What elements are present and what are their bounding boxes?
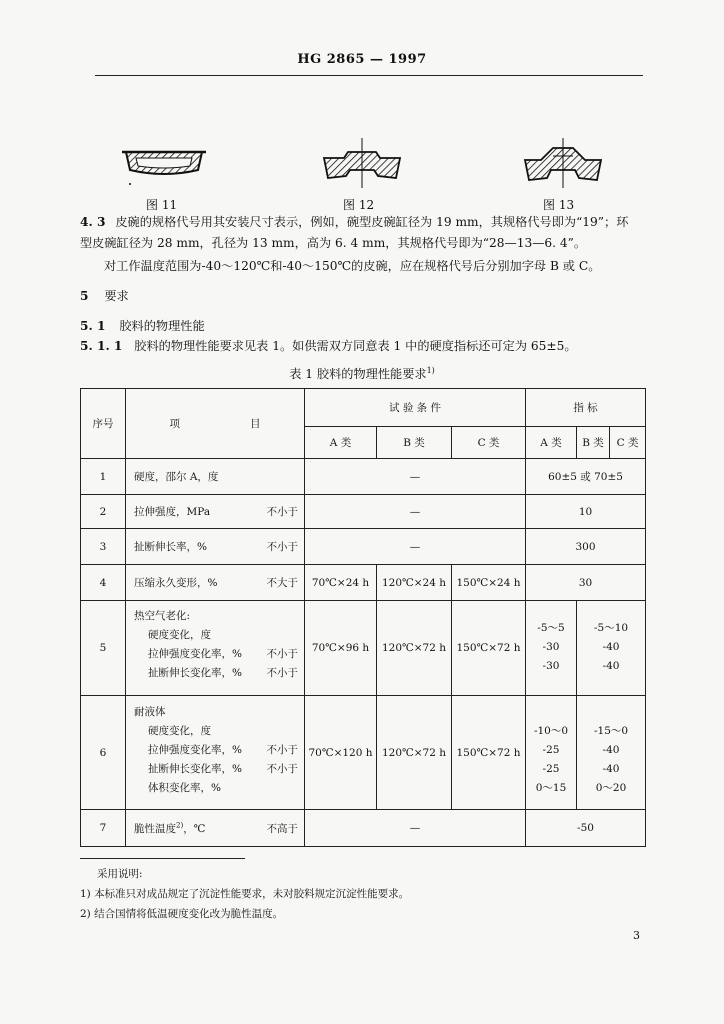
index-value: -40 xyxy=(602,660,620,672)
row-item-text: 扯断伸长率，% xyxy=(134,541,207,553)
row-limit: 不小于 xyxy=(266,744,298,756)
row-index: 60±5 或 70±5 xyxy=(526,459,646,495)
table-row xyxy=(81,565,646,601)
row-sub-text: 拉伸强度变化率，% xyxy=(148,648,242,660)
row-number: 1 xyxy=(81,459,126,495)
row-limit: 不大于 xyxy=(266,577,298,589)
row-sub-text: 拉伸强度变化率，% xyxy=(148,744,242,756)
row-index-a xyxy=(526,696,577,810)
figure-12-drawing xyxy=(316,138,408,194)
table-row xyxy=(81,459,646,495)
section-5-1-1-line xyxy=(80,336,577,357)
head-index-a: A 类 xyxy=(526,427,577,459)
row-sub-item xyxy=(134,626,304,645)
row-index-a xyxy=(526,601,577,696)
head-item xyxy=(126,389,305,459)
section-title: 胶料的物理性能 xyxy=(119,319,205,333)
row-sub-text: 扯断伸长变化率，% xyxy=(148,763,242,775)
row-condition-a: 70℃×96 h xyxy=(305,601,377,696)
row-condition: — xyxy=(305,495,526,529)
head-seq: 序号 xyxy=(81,389,126,459)
section-number: 5. 1 xyxy=(80,319,106,333)
row-item-text: 拉伸强度，MPa xyxy=(134,506,211,518)
row-item-unit: ，℃ xyxy=(183,822,206,835)
header-rule xyxy=(95,75,643,76)
row-sub-item xyxy=(134,760,304,779)
row-sub-item xyxy=(134,779,304,798)
section-5-1-heading xyxy=(80,316,205,337)
row-sub-item xyxy=(134,741,304,760)
head-index: 指 标 xyxy=(526,389,646,427)
row-condition-b: 120℃×72 h xyxy=(377,696,452,810)
index-value: -15～0 xyxy=(593,725,629,737)
row-sub-text: 扯断伸长变化率，% xyxy=(148,667,242,679)
row-index-bc xyxy=(577,696,646,810)
table-row xyxy=(81,529,646,565)
figure-13-drawing xyxy=(517,138,609,194)
section-number: 5. 1. 1 xyxy=(80,339,123,353)
row-index: 300 xyxy=(526,529,646,565)
row-condition: — xyxy=(305,810,526,847)
head-cond-c: C 类 xyxy=(452,427,526,459)
row-item xyxy=(126,696,305,810)
index-value: -25 xyxy=(542,763,560,775)
note-2: 2) 结合国情将低温硬度变化改为脆性温度。 xyxy=(80,908,284,920)
head-conditions: 试 验 条 件 xyxy=(305,389,526,427)
head-cond-a: A 类 xyxy=(305,427,377,459)
page-number: 3 xyxy=(633,929,640,942)
footnote-mark: 2) xyxy=(176,821,184,829)
row-sub-text: 硬度变化，度 xyxy=(148,725,211,737)
row-item: 硬度，邵尔 A，度 xyxy=(126,459,305,495)
table-row xyxy=(81,696,646,810)
figure-11-drawing xyxy=(118,138,210,194)
row-number: 6 xyxy=(81,696,126,810)
row-number: 3 xyxy=(81,529,126,565)
row-item xyxy=(126,810,305,847)
row-condition-c: 150℃×24 h xyxy=(452,565,526,601)
row-condition: — xyxy=(305,459,526,495)
row-condition-c: 150℃×72 h xyxy=(452,601,526,696)
row-index: 30 xyxy=(526,565,646,601)
row-sub-item xyxy=(134,645,304,664)
index-value: -30 xyxy=(542,660,560,672)
index-value: -40 xyxy=(602,744,620,756)
row-condition-b: 120℃×72 h xyxy=(377,601,452,696)
row-limit: 不高于 xyxy=(266,822,298,835)
table-row xyxy=(81,495,646,529)
figure-12-caption: 图 12 xyxy=(343,198,375,212)
row-index-bc xyxy=(577,601,646,696)
row-condition: — xyxy=(305,529,526,565)
row-limit: 不小于 xyxy=(266,667,298,679)
index-value: -10～0 xyxy=(533,725,569,737)
table-title-footnote-mark: 1) xyxy=(426,365,435,375)
row-item xyxy=(126,529,305,565)
head-cond-b: B 类 xyxy=(377,427,452,459)
row-number: 5 xyxy=(81,601,126,696)
row-sub-item xyxy=(134,664,304,683)
row-item-text: 脆性温度 xyxy=(134,822,176,835)
note-1: 1) 本标准只对成品规定了沉淀性能要求，未对胶料规定沉淀性能要求。 xyxy=(80,888,410,900)
row-sub-text: 硬度变化，度 xyxy=(148,629,211,641)
standard-code: HG 2865 — 1997 xyxy=(297,52,427,67)
figure-13-caption: 图 13 xyxy=(543,198,575,212)
head-item-char-2: 目 xyxy=(250,418,261,430)
row-limit: 不小于 xyxy=(266,763,298,775)
row-index: -50 xyxy=(526,810,646,847)
row-item xyxy=(126,495,305,529)
row-limit: 不小于 xyxy=(266,506,298,518)
section-4-3-line3: 对工作温度范围为-40～120℃和-40～150℃的皮碗，应在规格代号后分别加字母 B 或 C。 xyxy=(104,259,601,273)
row-number: 7 xyxy=(81,810,126,847)
table-row xyxy=(81,601,646,696)
section-text: 胶料的物理性能要求见表 1。如供需双方同意表 1 中的硬度指标还可定为 65±5。 xyxy=(134,339,577,353)
notes-heading: 采用说明: xyxy=(97,868,143,880)
section-number: 5 xyxy=(80,289,89,303)
index-value: -40 xyxy=(602,763,620,775)
row-condition-b: 120℃×24 h xyxy=(377,565,452,601)
row-sub-text: 体积变化率，% xyxy=(148,782,221,794)
section-text: 皮碗的规格代号用其安装尺寸表示，例如，碗型皮碗缸径为 19 mm，其规格代号即为“19”；环 xyxy=(115,215,629,229)
row-item-title: 热空气老化: xyxy=(134,610,191,622)
index-value: -5～10 xyxy=(593,622,629,634)
properties-table xyxy=(80,388,646,847)
row-limit: 不小于 xyxy=(266,648,298,660)
table-row xyxy=(81,810,646,847)
index-value: -5～5 xyxy=(537,622,565,634)
index-value: -40 xyxy=(602,641,620,653)
row-item xyxy=(126,601,305,696)
table-title xyxy=(0,365,724,382)
table-title-text: 表 1 胶料的物理性能要求 xyxy=(289,367,427,381)
row-condition-a: 70℃×24 h xyxy=(305,565,377,601)
section-number: 4. 3 xyxy=(80,215,106,229)
head-index-b: B 类 xyxy=(577,427,610,459)
row-item xyxy=(126,565,305,601)
index-value: 0～20 xyxy=(595,782,627,794)
row-number: 2 xyxy=(81,495,126,529)
row-condition-a: 70℃×120 h xyxy=(305,696,377,810)
row-limit: 不小于 xyxy=(266,541,298,553)
row-item-text: 压缩永久变形，% xyxy=(134,577,218,589)
head-index-c: C 类 xyxy=(610,427,646,459)
row-number: 4 xyxy=(81,565,126,601)
index-value: -30 xyxy=(542,641,560,653)
row-index: 10 xyxy=(526,495,646,529)
row-sub-item xyxy=(134,722,304,741)
section-title: 要求 xyxy=(104,289,129,303)
head-item-char-1: 项 xyxy=(169,418,180,430)
index-value: 0～15 xyxy=(535,782,567,794)
row-condition-c: 150℃×72 h xyxy=(452,696,526,810)
index-value: -25 xyxy=(542,744,560,756)
section-5-heading xyxy=(80,286,129,307)
section-4-3-line2: 型皮碗缸径为 28 mm，孔径为 13 mm，高为 6. 4 mm，其规格代号即为“28—13—6. 4”。 xyxy=(80,236,587,250)
section-4-3-line1 xyxy=(80,212,628,233)
figure-11-caption: 图 11 xyxy=(146,198,178,212)
notes-rule xyxy=(80,858,245,859)
row-item-title: 耐液体 xyxy=(134,706,166,718)
